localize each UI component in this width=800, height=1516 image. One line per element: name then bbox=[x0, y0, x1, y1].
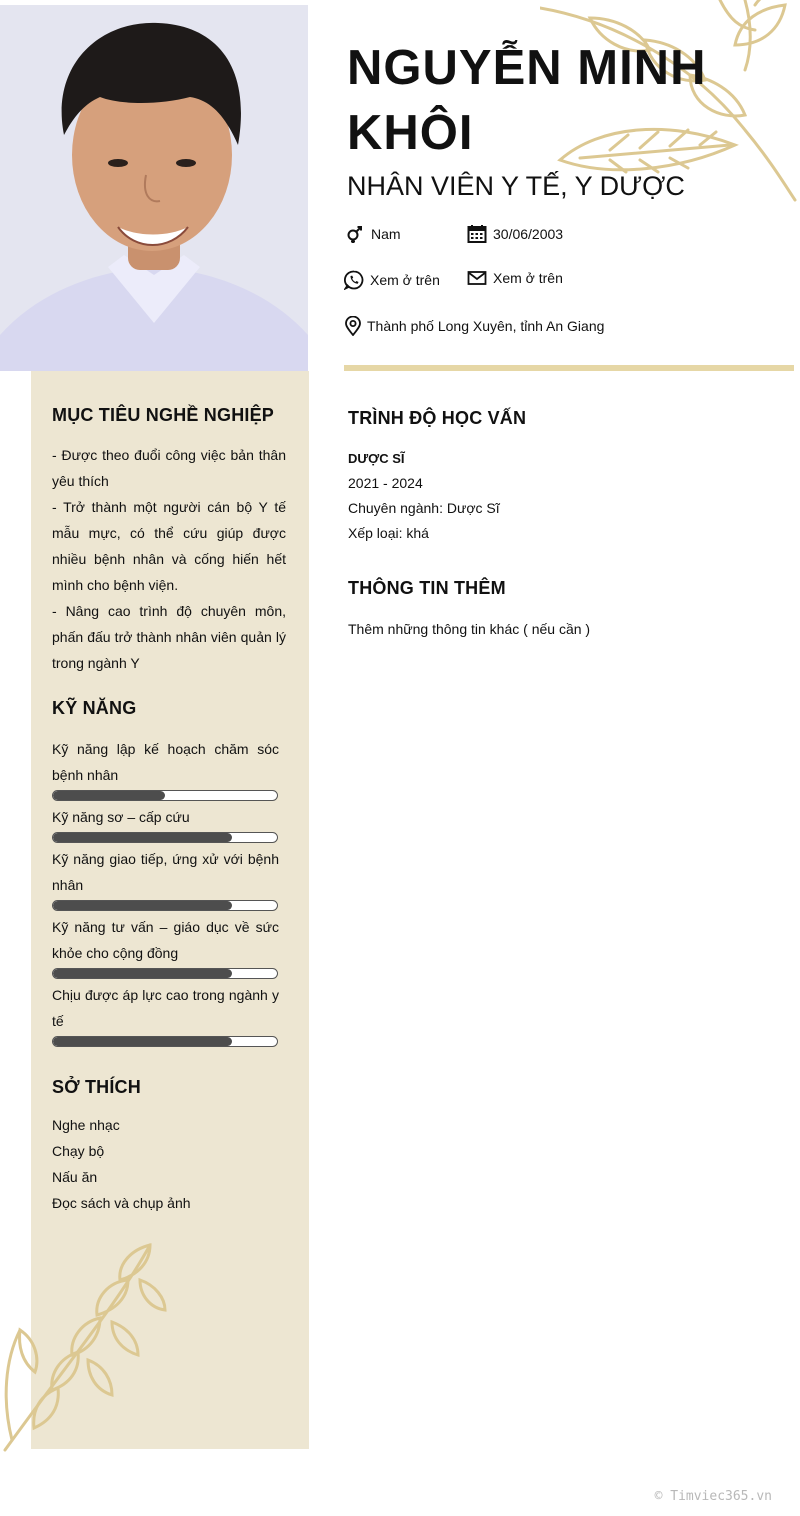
skill-item bbox=[52, 804, 279, 843]
skill-bar bbox=[52, 1036, 278, 1047]
skill-bar-fill bbox=[53, 901, 232, 910]
profile-photo bbox=[0, 5, 308, 371]
watermark: © Timviec365.vn bbox=[654, 1489, 772, 1504]
skill-item bbox=[52, 846, 279, 911]
hobby-item: Nghe nhạc bbox=[52, 1117, 120, 1133]
hobbies-list bbox=[52, 1112, 191, 1216]
whatsapp-icon bbox=[344, 270, 364, 290]
education-years: 2021 - 2024 bbox=[348, 475, 423, 491]
skill-label: Kỹ năng sơ – cấp cứu bbox=[52, 809, 190, 825]
skill-bar bbox=[52, 968, 278, 979]
education-school: DƯỢC SĨ bbox=[348, 451, 405, 466]
skill-label: Kỹ năng tư vấn – giáo dục về sức khỏe cho cộng đồng bbox=[52, 919, 279, 961]
hobbies-heading: SỞ THÍCH bbox=[52, 1077, 141, 1097]
objective-list bbox=[52, 442, 286, 676]
location-pin-icon bbox=[343, 316, 363, 336]
skill-bar-fill bbox=[53, 791, 165, 800]
objective-line: - Được theo đuổi công việc bản thân yêu thích bbox=[52, 447, 286, 489]
extra-info-text: Thêm những thông tin khác ( nếu cần ) bbox=[348, 621, 591, 637]
address-value: Thành phố Long Xuyên, tỉnh An Giang bbox=[367, 318, 605, 334]
education-heading: TRÌNH ĐỘ HỌC VẤN bbox=[348, 408, 527, 428]
extra-info-heading: THÔNG TIN THÊM bbox=[348, 578, 506, 598]
skill-bar-fill bbox=[53, 1037, 232, 1046]
leaf-decoration-bottom bbox=[0, 1240, 170, 1452]
skill-bar-fill bbox=[53, 833, 232, 842]
contact-gender bbox=[345, 224, 401, 244]
objective-line: - Nâng cao trình độ chuyên môn, phấn đấu trở thành nhân viên quản lý trong ngành Y bbox=[52, 603, 286, 671]
contact-email bbox=[467, 268, 563, 288]
objective-line: - Trở thành một người cán bộ Y tế mẫu mực, có thể cứu giúp được nhiều bệnh nhân và cống hiến hết mình cho bệnh viện. bbox=[52, 499, 286, 593]
skill-bar bbox=[52, 900, 278, 911]
education-major: Chuyên ngành: Dược Sĩ bbox=[348, 500, 500, 516]
header-divider bbox=[344, 365, 794, 371]
job-title: NHÂN VIÊN Y TẾ, Y DƯỢC bbox=[347, 171, 685, 201]
skill-bar bbox=[52, 832, 278, 843]
hobby-item: Đọc sách và chụp ảnh bbox=[52, 1195, 191, 1211]
skill-label: Chịu được áp lực cao trong ngành y tế bbox=[52, 987, 279, 1029]
contact-birthday bbox=[467, 224, 563, 244]
birthday-value: 30/06/2003 bbox=[493, 226, 564, 242]
envelope-icon bbox=[467, 268, 487, 288]
skill-item bbox=[52, 736, 279, 801]
education-entry bbox=[348, 446, 500, 546]
skill-bar-fill bbox=[53, 969, 232, 978]
skill-item bbox=[52, 982, 279, 1047]
contact-phone bbox=[344, 270, 440, 290]
skill-label: Kỹ năng giao tiếp, ứng xử với bệnh nhân bbox=[52, 851, 279, 893]
calendar-icon bbox=[467, 224, 487, 244]
candidate-name: NGUYỄN MINH KHÔI bbox=[347, 41, 707, 160]
contact-address bbox=[343, 316, 604, 336]
skill-item bbox=[52, 914, 279, 979]
skills-heading: KỸ NĂNG bbox=[52, 698, 137, 718]
hobby-item: Nấu ăn bbox=[52, 1169, 98, 1185]
hobby-item: Chạy bộ bbox=[52, 1143, 105, 1159]
phone-value: Xem ở trên bbox=[370, 272, 440, 288]
objective-heading: MỤC TIÊU NGHỀ NGHIỆP bbox=[52, 405, 275, 425]
gender-icon bbox=[345, 224, 365, 244]
gender-value: Nam bbox=[371, 226, 401, 242]
email-value: Xem ở trên bbox=[493, 270, 563, 286]
skill-label: Kỹ năng lập kế hoạch chăm sóc bệnh nhân bbox=[52, 741, 279, 783]
education-rank: Xếp loại: khá bbox=[348, 525, 429, 541]
skills-list bbox=[52, 736, 279, 1050]
skill-bar bbox=[52, 790, 278, 801]
